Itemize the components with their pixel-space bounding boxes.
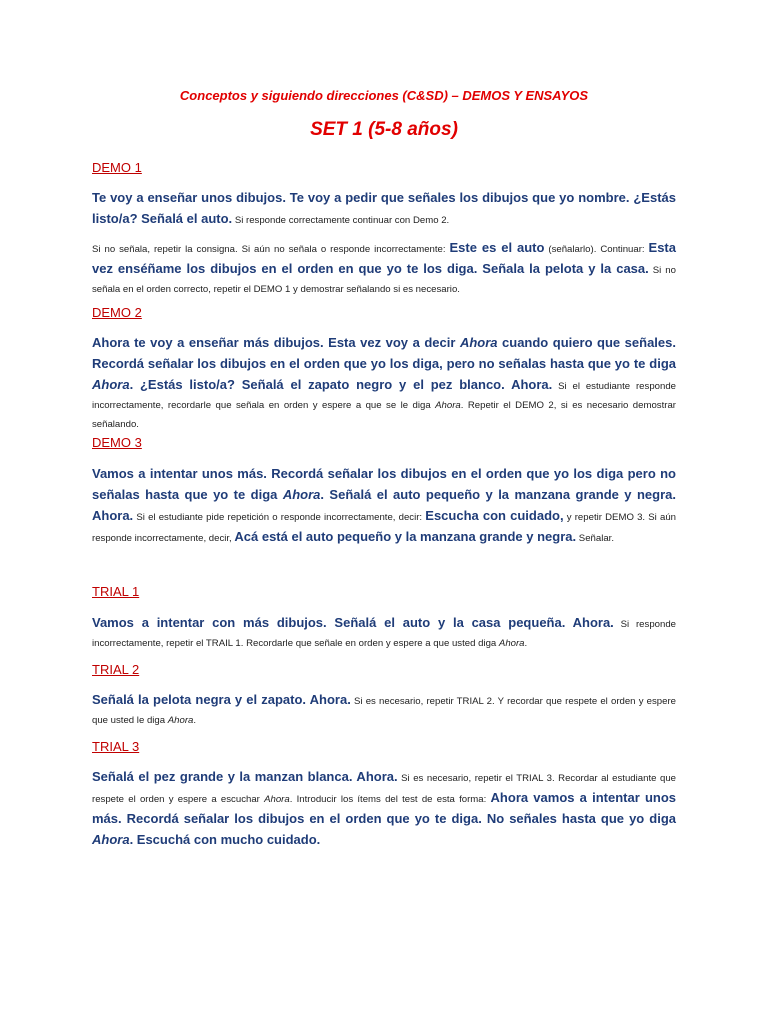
trial3-note-2: . Introducir los ítems del test de esta forma: xyxy=(289,794,491,805)
demo2-note-2: . Repetir el DEMO 2, si es necesario demostrar señalando. xyxy=(92,400,676,430)
demo3-note-2: y repetir DEMO 3. Si aún responde incorrectamente, decir, xyxy=(92,512,676,544)
demo3-instruction-4: Acá está el auto pequeño y la manzana grande y negra. xyxy=(234,529,577,544)
demo2-heading: DEMO 2 xyxy=(92,305,142,320)
demo3-heading: DEMO 3 xyxy=(92,435,142,450)
demo1-p2-instruction-1: Este es el auto xyxy=(449,240,545,255)
trial2-note-1: Si es necesario, repetir TRIAL 2. Y recordar que respete el orden y espere que usted le diga xyxy=(92,696,677,726)
demo1-paragraph-1 xyxy=(92,188,676,230)
demo2-note-1: Si el estudiante responde incorrectamente, recordarle que señala en orden y espere a que se le diga xyxy=(92,381,676,411)
demo2-paragraph xyxy=(92,333,676,434)
trial1-instruction: Vamos a intentar con más dibujos. Señalá el auto y la casa pequeña. Ahora. xyxy=(92,615,614,630)
trial3-note-ahora: Ahora xyxy=(264,794,290,805)
demo3-instruction-2: . Señalá el auto pequeño y la manzana grande y negra. Ahora. xyxy=(92,487,676,523)
demo1-p2-note-2: (señalarlo). Continuar: xyxy=(544,244,649,255)
trial3-note-1: Si es necesario, repetir el TRIAL 3. Recordar al estudiante que respete el orden y espere a escuchar xyxy=(92,773,676,805)
trial1-heading: TRIAL 1 xyxy=(92,584,140,599)
trial3-instruction-3: . Escuchá con mucho cuidado. xyxy=(129,832,321,847)
trial1-paragraph xyxy=(92,613,676,653)
trial3-instruction-ahora: Ahora xyxy=(92,832,130,847)
document-subtitle: Conceptos y siguiendo direcciones (C&SD) – DEMOS Y ENSAYOS xyxy=(179,88,589,103)
demo2-instruction-1: Ahora te voy a enseñar más dibujos. Esta vez voy a decir xyxy=(92,335,460,350)
demo2-instruction-ahora-1: Ahora xyxy=(459,335,498,350)
trial3-paragraph xyxy=(92,767,676,851)
trial3-heading: TRIAL 3 xyxy=(92,739,140,754)
trial2-heading: TRIAL 2 xyxy=(92,662,140,677)
demo2-instruction-ahora-2: Ahora xyxy=(92,377,130,392)
demo3-note-1: Si el estudiante pide repetición o responde incorrectamente, decir: xyxy=(133,512,426,523)
demo3-note-3: Señalar. xyxy=(576,533,614,544)
demo1-p2-instruction-2: Esta vez enséñame los dibujos en el orden en que yo te los diga. Señala la pelota y la casa. xyxy=(92,240,676,276)
trial2-note-ahora: Ahora xyxy=(167,715,194,726)
trial3-instruction-1: Señalá el pez grande y la manzan blanca. Ahora. xyxy=(92,769,398,784)
demo2-instruction-3: . ¿Estás listo/a? Señalá el zapato negro y el pez blanco. Ahora. xyxy=(129,377,553,392)
demo3-instruction-3: Escucha con cuidado, xyxy=(425,508,564,523)
demo1-p1-instruction: Te voy a enseñar unos dibujos. Te voy a pedir que señales los dibujos que yo nombre. ¿Estás listo/a? Señalá el auto. xyxy=(92,190,676,226)
trial1-note-ahora: Ahora xyxy=(498,638,525,649)
demo1-p1-note: Si responde correctamente continuar con Demo 2. xyxy=(232,215,450,226)
demo3-instruction-ahora: Ahora xyxy=(282,487,321,502)
demo1-paragraph-2 xyxy=(92,238,676,299)
set-title: SET 1 (5-8 años) xyxy=(310,119,458,140)
demo3-paragraph xyxy=(92,464,676,548)
trial3-instruction-2: Ahora vamos a intentar unos más. Recordá señalar los dibujos en el orden que yo te diga. No señales hasta que yo diga xyxy=(92,790,677,826)
trial2-note-2: . xyxy=(193,715,197,726)
demo1-p2-note-1: Si no señala, repetir la consigna. Si aún no señala o responde incorrectamente: xyxy=(92,244,450,255)
demo3-instruction-1: Vamos a intentar unos más. Recordá señalar los dibujos en el orden que yo los diga pero no señalas hasta que yo te diga xyxy=(92,466,676,502)
demo2-note-ahora: Ahora xyxy=(435,400,461,411)
demo2-instruction-2: cuando quiero que señales. Recordá señalar los dibujos en el orden que yo los diga, pero no señalas hasta que yo te diga xyxy=(92,335,676,371)
trial1-note-2: . xyxy=(524,638,528,649)
demo1-p2-note-3: Si no señala en el orden correcto, repetir el DEMO 1 y demostrar señalando si es necesario. xyxy=(92,265,676,295)
trial2-paragraph xyxy=(92,690,676,730)
demo1-heading: DEMO 1 xyxy=(92,160,142,175)
trial1-note-1: Si responde incorrectamente, repetir el TRAIL 1. Recordarle que señale en orden y espere a que usted diga xyxy=(92,619,676,649)
trial2-instruction: Señalá la pelota negra y el zapato. Ahora. xyxy=(92,692,351,707)
